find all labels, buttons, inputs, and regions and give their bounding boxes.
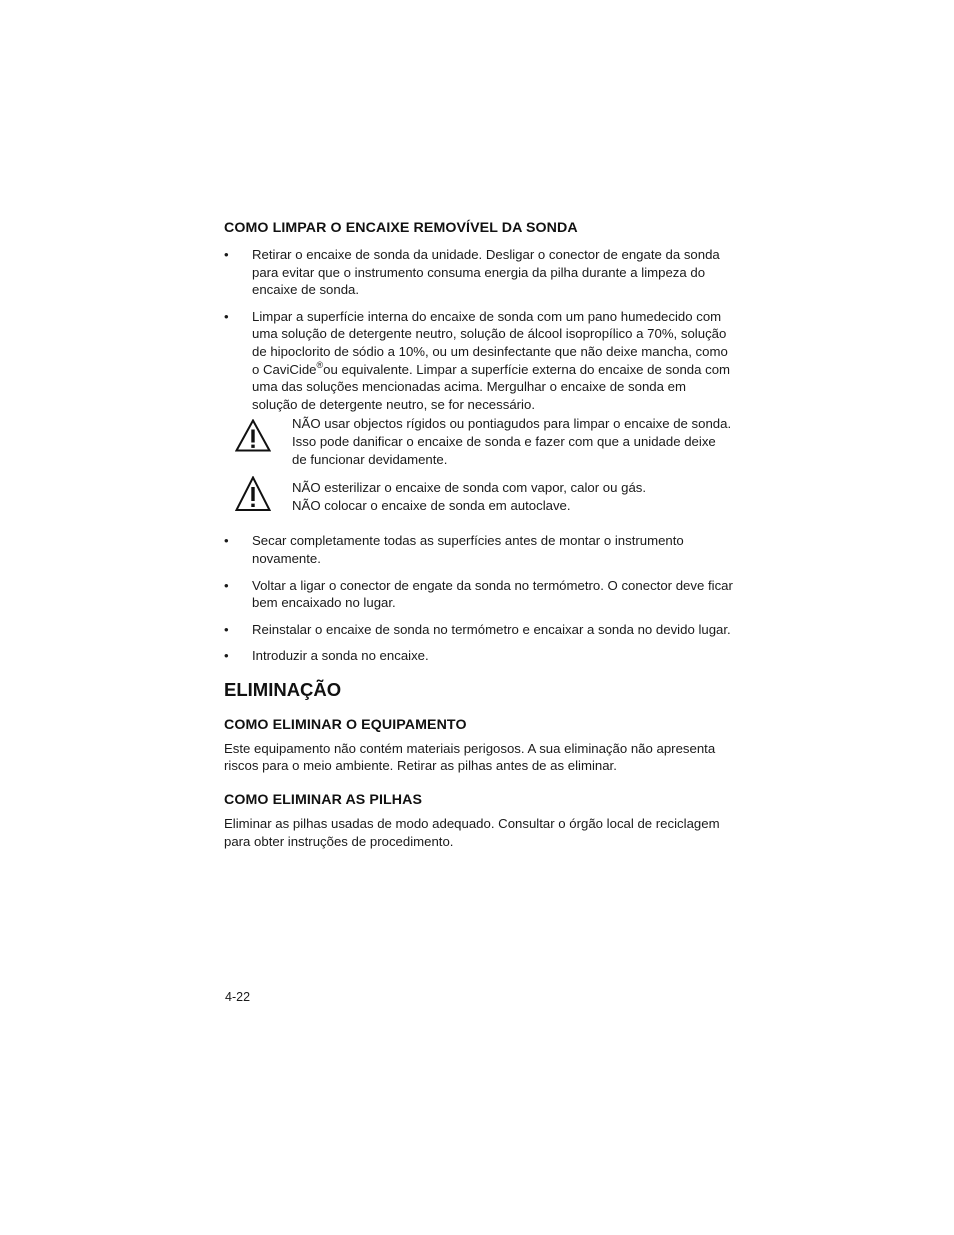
list-item-text: Limpar a superfície interna do encaixe de sonda com um pano humedecido com uma solução de detergente neutro, solução de álcool isopropílico a 70%, solução de hipoclorito de sódio a 10%, ou um desinfectante que não deixe mancha, como o CaviCide [252, 308, 728, 377]
subsection-title-batteries: COMO ELIMINAR AS PILHAS [224, 792, 423, 809]
cleaning-steps-list [224, 246, 734, 413]
list-item: • Secar completamente todas as superfícies antes de montar o instrumento novamente. [224, 532, 734, 567]
list-item: • Introduzir a sonda no encaixe. [224, 647, 734, 665]
warning-triangle-icon [235, 476, 271, 512]
cleaning-steps-list-continued [224, 532, 734, 665]
section-title-cleaning: COMO LIMPAR O ENCAIXE REMOVÍVEL DA SONDA [224, 220, 578, 236]
list-item: • Voltar a ligar o conector de engate da sonda no termómetro. O conector deve ficar bem encaixado no lugar. [224, 577, 734, 612]
warning-icon-cell [224, 479, 292, 512]
warning-block [224, 479, 734, 514]
page-content [224, 219, 734, 850]
list-item: • Reinstalar o encaixe de sonda no termómetro e encaixar a sonda no devido lugar. [224, 621, 734, 639]
paragraph-equipment: Este equipamento não contém materiais perigosos. A sua eliminação não apresenta riscos para o meio ambiente. Retirar as pilhas antes de as eliminar. [224, 740, 716, 774]
list-item: • Retirar o encaixe de sonda da unidade. Desligar o conector de engate da sonda para evitar que o instrumento consuma energia da pilha durante a limpeza do encaixe de sonda. [224, 246, 734, 299]
list-item-text: ou equivalente. Limpar a superfície externa do encaixe de sonda com uma das soluções mencionadas acima. Mergulhar o encaixe de sonda em solução de detergente neutro, se for necessário. [252, 361, 731, 412]
warning-block [224, 415, 734, 468]
registered-mark: ® [316, 359, 324, 370]
warning-text [292, 479, 734, 514]
section-title-disposal: ELIMINAÇÃO [224, 678, 342, 700]
warning-line: NÃO colocar o encaixe de sonda em autoclave. [292, 497, 571, 513]
paragraph-batteries: Eliminar as pilhas usadas de modo adequado. Consultar o órgão local de reciclagem para obter instruções de procedimento. [224, 816, 720, 849]
warning-line: NÃO esterilizar o encaixe de sonda com vapor, calor ou gás. [292, 480, 647, 496]
page-number: 4-22 [225, 990, 251, 1004]
warning-text: NÃO usar objectos rígidos ou pontiagudos para limpar o encaixe de sonda. Isso pode danificar o encaixe de sonda e fazer com que a unidade deixe de funcionar devidamente. [292, 416, 732, 467]
list-item [224, 308, 734, 414]
warning-icon-cell [224, 415, 292, 452]
warning-triangle-icon [235, 419, 271, 452]
subsection-title-equipment: COMO ELIMINAR O EQUIPAMENTO [224, 716, 467, 733]
